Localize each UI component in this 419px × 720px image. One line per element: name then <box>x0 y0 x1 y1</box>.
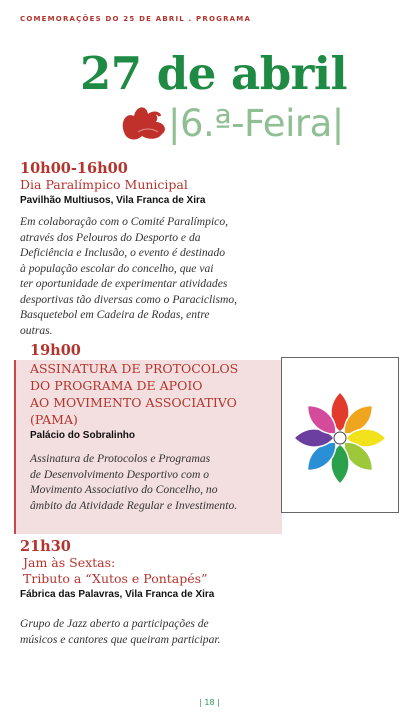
description-line: através dos Pelouros do Desporto e da <box>20 230 201 244</box>
event-description <box>30 451 280 513</box>
description-line: âmbito da Atividade Regular e Investimento. <box>30 498 238 512</box>
flower-center <box>334 432 346 444</box>
event-weekday: |6.ª-Feira| <box>168 102 344 145</box>
event-location: Palácio do Sobralinho <box>30 430 136 441</box>
event-location: Fábrica das Palavras, Vila Franca de Xira <box>20 589 215 600</box>
event-title <box>30 360 280 428</box>
description-line: Grupo de Jazz aberto a participações de <box>20 617 209 630</box>
description-line: Em colaboração com o Comité Paralímpico, <box>20 215 229 228</box>
event-title-line: (PAMA) <box>30 412 78 427</box>
event-block-1 <box>20 160 290 338</box>
event-title-line: AO MOVIMENTO ASSOCIATIVO <box>30 395 237 410</box>
event-title-line: Jam às Sextas: <box>23 555 116 570</box>
program-kicker: COMEMORAÇÕES DO 25 DE ABRIL . PROGRAMA <box>20 15 252 23</box>
description-line: ter oportunidade de experimentar atividades <box>20 277 228 290</box>
highlight-border <box>14 360 16 534</box>
flower-logo-icon <box>282 358 398 512</box>
event-title-line: DO PROGRAMA DE APOIO <box>30 378 203 393</box>
description-line: Assinatura de Protocolos e Programas <box>30 452 211 465</box>
event-time: 21h30 <box>20 538 71 555</box>
event-block-3 <box>20 538 300 647</box>
event-block-2 <box>30 360 280 513</box>
description-line: Basquetebol em Cadeira de Rodas, entre <box>20 308 210 321</box>
event-title-line: ASSINATURA DE PROTOCOLOS <box>30 361 239 376</box>
event-date: 27 de abril <box>80 47 348 100</box>
event-title-line: Tributo a “Xutos e Pontapés” <box>23 571 208 586</box>
description-line: Movimento Associativo do Concelho, no <box>30 483 218 496</box>
pama-logo <box>281 357 399 513</box>
event-title-line: Dia Paralímpico Municipal <box>20 177 188 192</box>
description-line: outras. <box>20 323 53 337</box>
event-description <box>20 214 290 338</box>
page-number: | 18 | <box>199 698 220 707</box>
event-description <box>20 616 300 647</box>
event-time: 19h00 <box>30 342 81 359</box>
event-time: 10h00-16h00 <box>20 160 128 177</box>
carnation-icon <box>118 102 172 144</box>
description-line: de Desenvolvimento Desportivo com o <box>30 467 210 481</box>
event-location: Pavilhão Multiusos, Vila Franca de Xira <box>20 195 206 206</box>
event-title <box>20 177 290 193</box>
description-line: desportivas tão diversas como o Paraciclismo, <box>20 292 238 306</box>
description-line: músicos e cantores que queiram participar. <box>20 632 221 646</box>
description-line: Deficiência e Inclusão, o evento é destinado <box>20 246 226 259</box>
event-title <box>23 555 300 587</box>
description-line: à população escolar do concelho, que vai <box>20 261 214 275</box>
